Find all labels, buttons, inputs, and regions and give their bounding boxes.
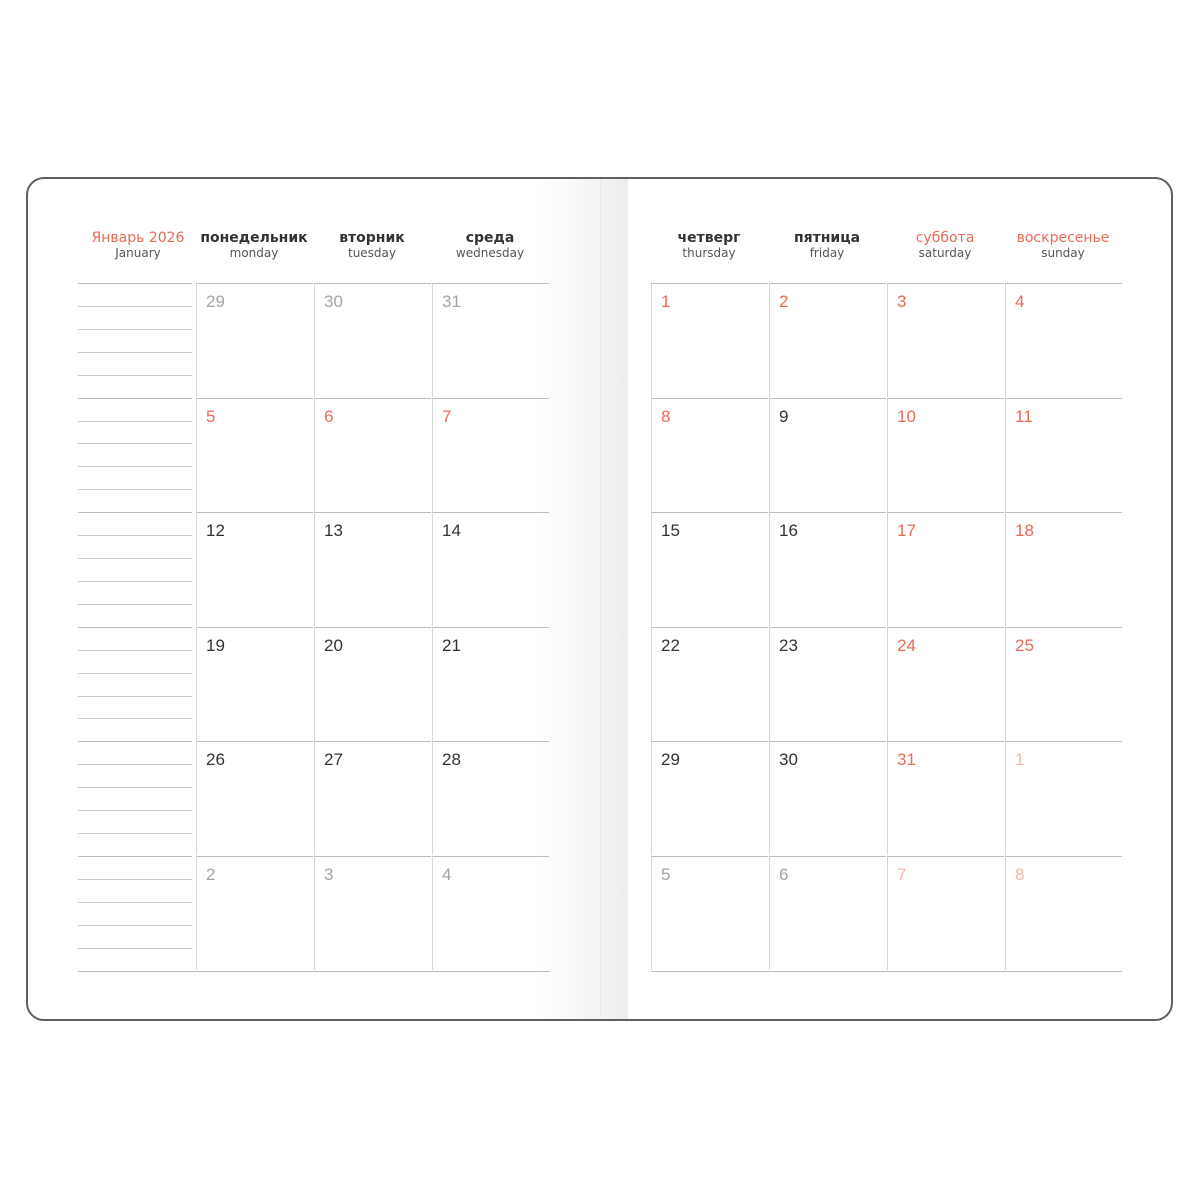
note-line xyxy=(78,283,192,284)
note-line xyxy=(78,673,192,674)
note-line xyxy=(78,581,192,582)
day-number: 30 xyxy=(779,750,798,770)
day-header-saturday xyxy=(887,231,1003,260)
day-number: 7 xyxy=(897,865,907,884)
day-header-monday xyxy=(196,231,312,260)
day-number: 13 xyxy=(324,521,343,541)
day-header-ru: вторник xyxy=(339,230,405,246)
note-line xyxy=(78,650,192,651)
day-header-ru: среда xyxy=(465,230,515,246)
day-cell[interactable] xyxy=(432,627,549,741)
day-cell[interactable] xyxy=(1005,512,1122,626)
day-header-en: saturday xyxy=(918,246,972,260)
month-header xyxy=(80,231,196,260)
day-number: 2 xyxy=(779,292,789,311)
note-line xyxy=(78,856,192,857)
day-header-ru: воскресенье xyxy=(1016,230,1110,246)
day-number: 6 xyxy=(324,406,334,426)
note-line xyxy=(78,604,192,605)
day-number: 7 xyxy=(442,406,452,426)
day-cell[interactable] xyxy=(887,627,1004,741)
day-cell[interactable] xyxy=(314,512,431,626)
day-cell[interactable] xyxy=(1005,741,1122,855)
day-cell[interactable] xyxy=(887,283,1004,397)
day-number: 19 xyxy=(206,635,225,655)
day-header-en: friday xyxy=(809,246,845,260)
note-line xyxy=(78,902,192,903)
note-line xyxy=(78,627,192,628)
day-header-en: thursday xyxy=(682,246,736,260)
day-number: 16 xyxy=(779,521,798,541)
note-line xyxy=(78,787,192,788)
day-number: 17 xyxy=(897,521,916,541)
note-line xyxy=(78,489,192,490)
day-cell[interactable] xyxy=(432,856,549,970)
day-number: 29 xyxy=(661,750,680,770)
day-header-ru: понедельник xyxy=(200,230,308,246)
day-number: 5 xyxy=(206,406,216,426)
note-line xyxy=(78,764,192,765)
day-header-en: tuesday xyxy=(347,246,397,260)
note-line xyxy=(78,558,192,559)
note-line xyxy=(78,948,192,949)
day-number: 4 xyxy=(1015,292,1025,311)
note-line xyxy=(78,925,192,926)
day-cell[interactable] xyxy=(432,283,549,397)
day-number: 31 xyxy=(897,750,916,770)
day-header-thursday xyxy=(651,231,767,260)
note-line xyxy=(78,352,192,353)
month-title-ru: Январь 2026 xyxy=(91,230,185,246)
day-number: 4 xyxy=(442,865,452,884)
day-number: 20 xyxy=(324,635,343,655)
day-number: 31 xyxy=(442,292,461,311)
day-cell[interactable] xyxy=(1005,627,1122,741)
day-cell[interactable] xyxy=(432,741,549,855)
note-line xyxy=(78,741,192,742)
day-number: 22 xyxy=(661,635,680,655)
day-cell[interactable] xyxy=(651,741,768,855)
day-number: 5 xyxy=(661,865,671,884)
day-number: 23 xyxy=(779,635,798,655)
day-header-en: wednesday xyxy=(455,246,525,260)
note-line xyxy=(78,466,192,467)
day-cell[interactable] xyxy=(769,856,886,970)
day-number: 25 xyxy=(1015,635,1034,655)
day-number: 9 xyxy=(779,406,789,426)
day-header-en: sunday xyxy=(1041,246,1085,260)
day-cell[interactable] xyxy=(1005,856,1122,970)
day-cell[interactable] xyxy=(651,283,768,397)
day-number: 2 xyxy=(206,865,216,884)
day-cell[interactable] xyxy=(432,512,549,626)
day-cell[interactable] xyxy=(314,627,431,741)
day-number: 10 xyxy=(897,406,916,426)
day-cell[interactable] xyxy=(769,741,886,855)
day-number: 3 xyxy=(897,292,907,311)
day-cell[interactable] xyxy=(196,856,313,970)
day-number: 8 xyxy=(661,406,671,426)
month-title-en: January xyxy=(115,246,161,260)
day-header-ru: суббота xyxy=(915,230,975,246)
day-cell[interactable] xyxy=(314,283,431,397)
day-header-friday xyxy=(769,231,885,260)
day-header-wednesday xyxy=(432,231,548,260)
grid-bottom-rule xyxy=(651,971,1122,972)
day-cell[interactable] xyxy=(432,398,549,512)
day-cell[interactable] xyxy=(887,741,1004,855)
day-cell[interactable] xyxy=(314,741,431,855)
day-number: 24 xyxy=(897,635,916,655)
day-number: 14 xyxy=(442,521,461,541)
planner-spread xyxy=(26,177,1173,1021)
day-cell[interactable] xyxy=(769,627,886,741)
day-cell[interactable] xyxy=(769,398,886,512)
day-cell[interactable] xyxy=(314,398,431,512)
note-line xyxy=(78,443,192,444)
day-number: 27 xyxy=(324,750,343,770)
day-number: 1 xyxy=(1015,750,1025,770)
note-line xyxy=(78,810,192,811)
day-cell[interactable] xyxy=(651,512,768,626)
day-cell[interactable] xyxy=(651,856,768,970)
note-line xyxy=(78,398,192,399)
day-cell[interactable] xyxy=(651,627,768,741)
day-number: 3 xyxy=(324,865,334,884)
grid-bottom-rule xyxy=(78,971,550,972)
day-cell[interactable] xyxy=(196,283,313,397)
note-line xyxy=(78,421,192,422)
day-cell[interactable] xyxy=(887,398,1004,512)
day-cell[interactable] xyxy=(887,512,1004,626)
day-number: 26 xyxy=(206,750,225,770)
day-cell[interactable] xyxy=(887,856,1004,970)
day-number: 1 xyxy=(661,292,671,311)
day-cell[interactable] xyxy=(196,398,313,512)
note-line xyxy=(78,306,192,307)
note-line xyxy=(78,833,192,834)
note-line xyxy=(78,879,192,880)
day-cell[interactable] xyxy=(196,627,313,741)
note-line xyxy=(78,535,192,536)
day-cell[interactable] xyxy=(1005,398,1122,512)
day-header-sunday xyxy=(1005,231,1121,260)
day-cell[interactable] xyxy=(196,741,313,855)
page-gutter xyxy=(600,179,601,1019)
day-number: 15 xyxy=(661,521,680,541)
day-cell[interactable] xyxy=(196,512,313,626)
note-line xyxy=(78,718,192,719)
day-header-tuesday xyxy=(314,231,430,260)
day-number: 30 xyxy=(324,292,343,311)
day-number: 12 xyxy=(206,521,225,541)
day-cell[interactable] xyxy=(314,856,431,970)
day-number: 11 xyxy=(1015,406,1033,426)
day-number: 18 xyxy=(1015,521,1034,541)
note-line xyxy=(78,512,192,513)
day-cell[interactable] xyxy=(651,398,768,512)
day-header-ru: четверг xyxy=(677,230,741,246)
day-header-en: monday xyxy=(229,246,279,260)
day-number: 8 xyxy=(1015,865,1025,884)
day-number: 6 xyxy=(779,865,789,884)
note-line xyxy=(78,375,192,376)
day-number: 29 xyxy=(206,292,225,311)
day-cell[interactable] xyxy=(769,512,886,626)
day-cell[interactable] xyxy=(1005,283,1122,397)
day-cell[interactable] xyxy=(769,283,886,397)
day-number: 21 xyxy=(442,635,461,655)
day-number: 28 xyxy=(442,750,461,770)
note-line xyxy=(78,329,192,330)
day-header-ru: пятница xyxy=(793,230,861,246)
note-line xyxy=(78,696,192,697)
